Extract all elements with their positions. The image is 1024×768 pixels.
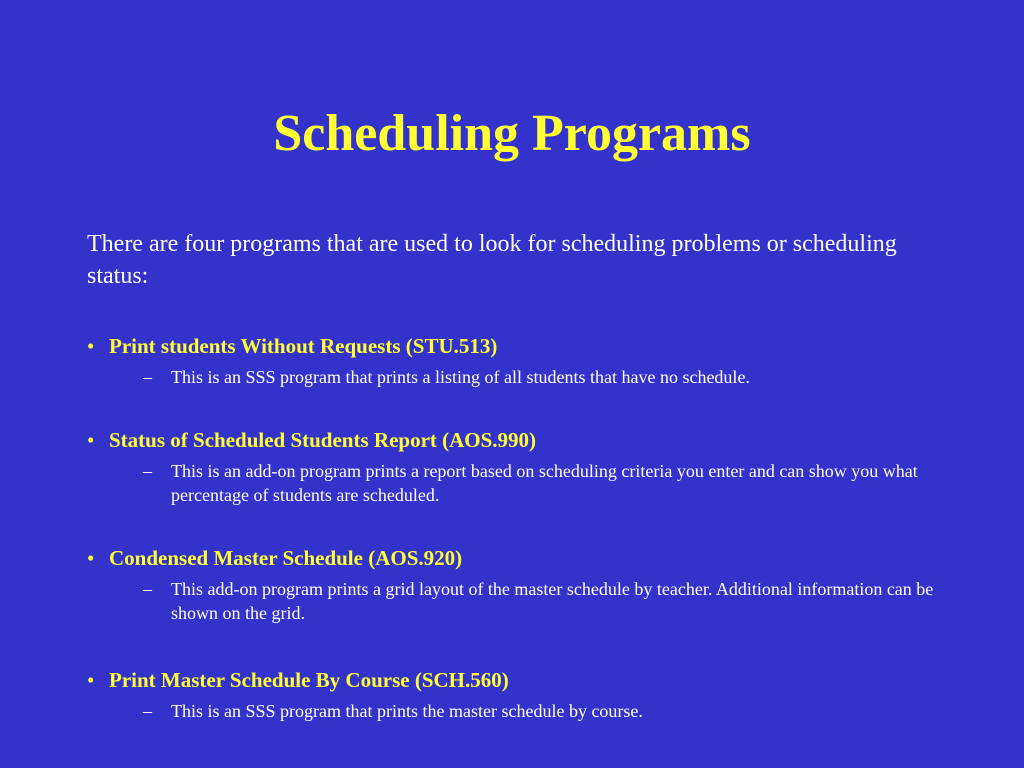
sub-bullet-text: This add-on program prints a grid layout of the master schedule by teacher. Additional information can be shown on the grid. bbox=[171, 579, 934, 623]
sub-bullet bbox=[143, 459, 943, 507]
bullet-heading-text: Print students Without Requests (STU.513) bbox=[109, 334, 498, 358]
dash-icon: – bbox=[143, 367, 152, 387]
bullet-heading bbox=[87, 544, 462, 572]
dash-icon: – bbox=[143, 701, 152, 721]
bullet-icon: • bbox=[87, 428, 95, 452]
intro-text: There are four programs that are used to look for scheduling problems or scheduling status: bbox=[87, 231, 897, 289]
sub-bullet bbox=[143, 699, 943, 723]
bullet-icon: • bbox=[87, 334, 95, 358]
bullet-icon: • bbox=[87, 668, 95, 692]
sub-bullet-text: This is an SSS program that prints a listing of all students that have no schedule. bbox=[171, 367, 750, 387]
bullet-heading-text: Status of Scheduled Students Report (AOS.990) bbox=[109, 428, 537, 452]
dash-icon: – bbox=[143, 461, 152, 481]
bullet-heading bbox=[87, 332, 497, 360]
bullet-heading bbox=[87, 426, 536, 454]
bullet-heading-text: Print Master Schedule By Course (SCH.560) bbox=[109, 668, 509, 692]
sub-bullet bbox=[143, 577, 943, 625]
sub-bullet-text: This is an SSS program that prints the master schedule by course. bbox=[171, 701, 643, 721]
bullet-heading bbox=[87, 666, 509, 694]
bullet-heading-text: Condensed Master Schedule (AOS.920) bbox=[109, 546, 463, 570]
dash-icon: – bbox=[143, 579, 152, 599]
sub-bullet-text: This is an add-on program prints a report based on scheduling criteria you enter and can show you what percentage of students are scheduled. bbox=[171, 461, 918, 505]
sub-bullet bbox=[143, 365, 943, 389]
slide-title: Scheduling Programs bbox=[273, 105, 751, 162]
bullet-icon: • bbox=[87, 546, 95, 570]
